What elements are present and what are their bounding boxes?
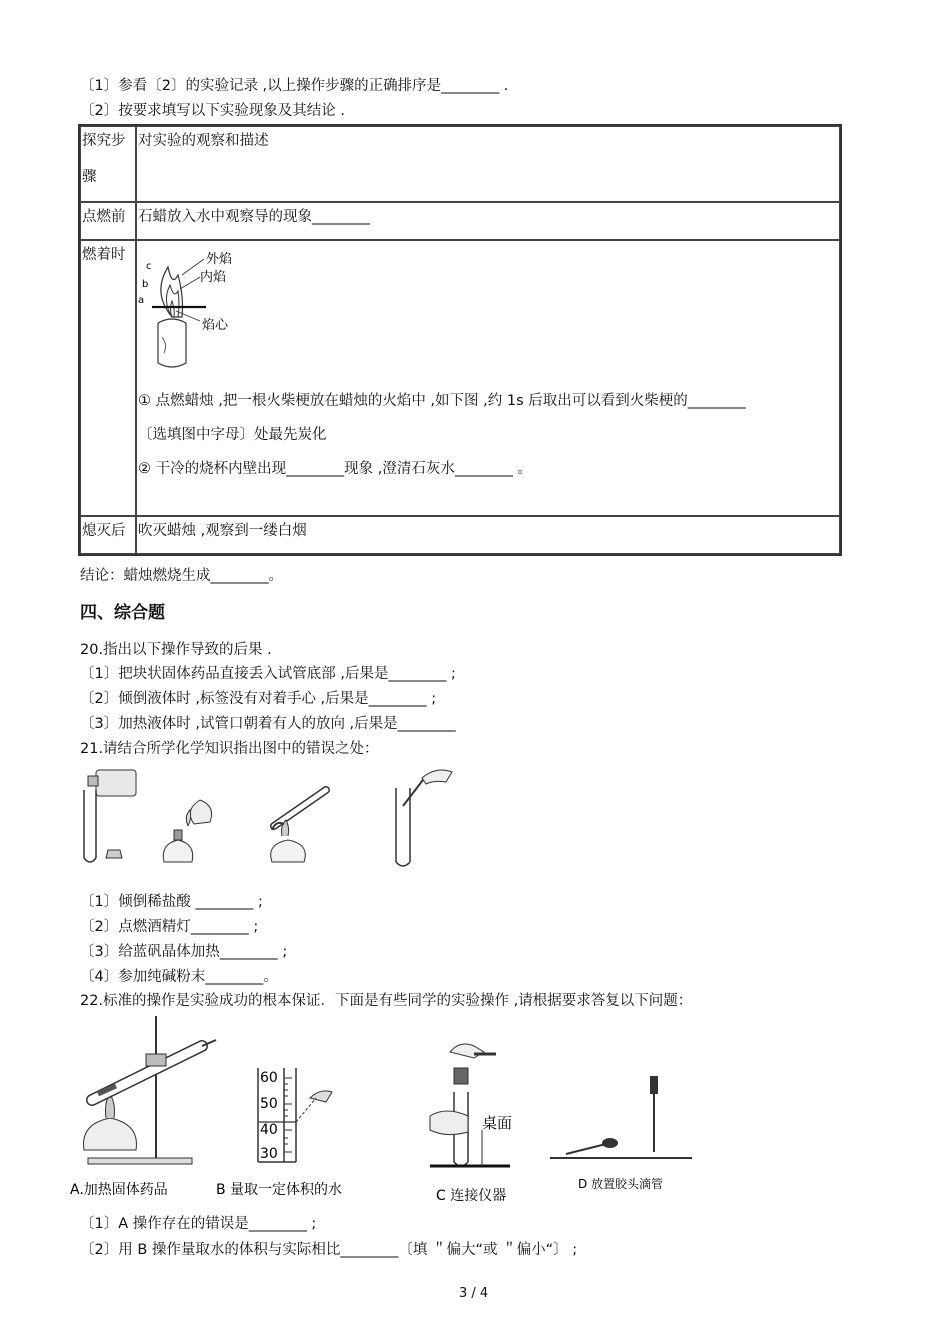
label-b: b	[142, 279, 149, 290]
label-desk: 桌面	[482, 1114, 513, 1132]
label-d: D 放置胶头滴管	[578, 1177, 664, 1191]
burning-item-1: ① 点燃蜡烛 ,把一根火柴梗放在蜡烛的火焰中 ,如下图 ,约 1s 后取出可以看到火柴梗的________	[138, 393, 746, 409]
q21-item-1: 〔1〕倾倒稀盐酸 ________ ;	[80, 894, 263, 910]
q20-item-2: 〔2〕倾倒液体时 ,标签没有对着手心 ,后果是________ ;	[80, 691, 437, 707]
label-a: a	[138, 295, 145, 306]
stopper	[106, 850, 122, 858]
table-cell-before-desc: 石蜡放入水中观察导的现象________	[136, 202, 840, 240]
tick-30: 30	[260, 1146, 278, 1162]
candle-body	[158, 323, 186, 367]
test-tube	[84, 858, 96, 862]
step-header-label-2: 骤	[82, 169, 97, 185]
spatula	[403, 776, 426, 806]
sight-line	[296, 1098, 316, 1122]
pouring-acid-figure	[84, 770, 136, 862]
table-cell-burning-desc	[136, 240, 840, 516]
burning-item-2: ② 干冷的烧杯内壁出现________现象 ,澄清石灰水________ 。	[138, 461, 532, 477]
question-line-2: 〔2〕按要求填写以下实验现象及其结论 .	[80, 103, 345, 119]
label-c: C 连接仪器	[436, 1188, 507, 1204]
table-row-after	[80, 516, 840, 554]
burning-item-1b: 〔选填图中字母〕处最先炭化	[138, 427, 327, 443]
q20-item-1: 〔1〕把块状固体药品直接丢入试管底部 ,后果是________ ;	[80, 666, 456, 682]
q21-item-2: 〔2〕点燃酒精灯________ ;	[80, 919, 259, 935]
hand	[422, 770, 452, 784]
clamp	[146, 1054, 166, 1066]
label-a: A.加热固体药品	[70, 1182, 168, 1198]
hand-top	[450, 1044, 484, 1058]
hand-bottom	[430, 1111, 468, 1135]
lying-dropper	[566, 1144, 606, 1154]
rubber-stopper	[454, 1068, 468, 1084]
page-number: 3 / 4	[459, 1286, 489, 1301]
flame-core	[171, 301, 175, 317]
q22-figure	[70, 1012, 710, 1208]
table-row-before	[80, 202, 840, 240]
alcohol-lamp-2	[190, 800, 211, 824]
q21-item-4: 〔4〕参加纯碱粉末________。	[80, 969, 278, 985]
tick-50: 50	[260, 1096, 278, 1112]
q21-title: 21.请结合所学化学知识指出图中的错误之处：	[80, 741, 379, 757]
q22-item-2: 〔2〕用 B 操作量取水的体积与实际相比________〔填 ＂偏大“或 ＂偏小“〕 ;	[80, 1242, 578, 1258]
question-line-1: 〔1〕参看〔2〕的实验记录 ,以上操作步骤的正确排序是________ .	[80, 78, 509, 94]
alcohol-lamp-3	[271, 840, 306, 862]
alcohol-lamp-1	[163, 840, 192, 862]
lamp-body	[84, 1118, 137, 1150]
lighting-lamp-figure	[163, 800, 211, 862]
q20-item-3: 〔3〕加热液体时 ,试管口朝着有人的放向 ,后果是________	[80, 716, 456, 732]
q22-title: 22.标准的操作是实验成功的根本保证．下面是有些同学的实验操作 ,请根据要求答复以下问题：	[80, 993, 693, 1009]
candle-top	[158, 319, 186, 323]
tick-40: 40	[260, 1122, 278, 1138]
section-title: 四、综合题	[80, 603, 165, 623]
heating-crystal-figure	[271, 790, 326, 862]
wax-drip	[162, 337, 166, 353]
candle-flame-diagram	[138, 245, 248, 373]
table-cell-before-step: 点燃前	[80, 202, 136, 240]
label-b: B 量取一定体积的水	[216, 1182, 343, 1198]
label-c: c	[146, 261, 152, 272]
connecting-apparatus-figure	[430, 1044, 512, 1204]
table-cell-after-step: 熄灭后	[80, 516, 136, 554]
table-cell-burning-step: 燃着时	[80, 240, 136, 516]
table-cell-step-header	[80, 126, 136, 202]
label-inner-flame: 内焰	[200, 270, 227, 285]
step-header-label: 探究步	[82, 133, 126, 149]
heating-solid-figure	[70, 1016, 216, 1198]
table-cell-after-desc: 吹灭蜡烛 ,观察到一缕白烟	[136, 516, 840, 554]
label-flame-core: 焰心	[202, 318, 229, 333]
reagent-bottle	[96, 770, 136, 796]
stand-base	[88, 1158, 192, 1164]
q20-title: 20.指出以下操作导致的后果 .	[80, 642, 272, 658]
label-outer-flame: 外焰	[206, 252, 233, 267]
placing-dropper-figure	[550, 1076, 692, 1191]
conclusion-line: 结论：蜡烛燃烧生成________。	[80, 568, 283, 584]
q22-item-1: 〔1〕A 操作存在的错误是________ ;	[80, 1216, 317, 1232]
table-row-burning	[80, 240, 840, 516]
adding-powder-figure	[396, 770, 452, 866]
q21-figure	[76, 766, 476, 874]
eye-icon	[310, 1091, 332, 1102]
table-row-header	[80, 126, 840, 202]
measuring-cylinder-figure	[216, 1068, 342, 1198]
experiment-table	[78, 124, 842, 556]
table-cell-desc-header: 对实验的观察和描述	[136, 126, 840, 202]
upright-test-tube	[396, 862, 410, 866]
q21-item-3: 〔3〕给蓝矾晶体加热________ ;	[80, 944, 288, 960]
tick-60: 60	[260, 1070, 278, 1086]
